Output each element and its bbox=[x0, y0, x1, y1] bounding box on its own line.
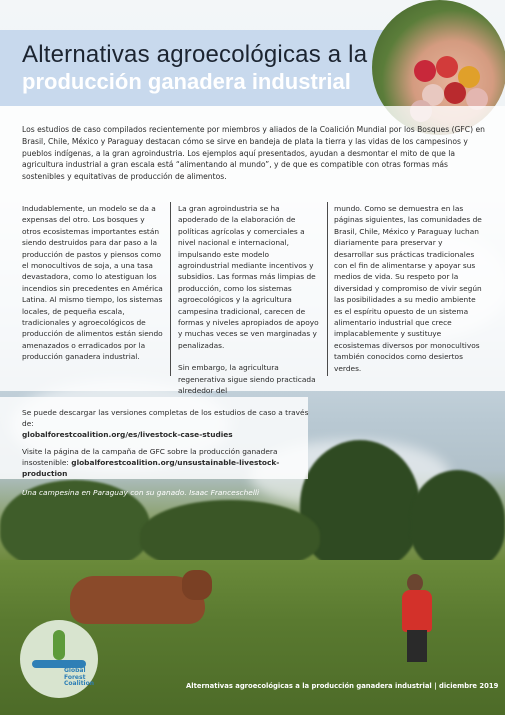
tree-icon bbox=[53, 630, 65, 660]
logo-text: Global Forest Coalition bbox=[64, 667, 95, 688]
campaign-text-2: insostenible: bbox=[22, 458, 72, 468]
column-2-text-1: La gran agroindustria se ha apoderado de la elaboración de políticas agrícolas y comerciales a nivel nacional e internacional, impulsando este modelo agroindustrial mediante incentivos y subsidios. Las formas más limpias de producción, como los sistemas agroecológicos y la agricultura campesina tradicional, carecen de formas y niveles apropiados de apoyo y muchas veces se ven marginadas y penalizadas. bbox=[178, 204, 319, 350]
column-divider bbox=[327, 202, 328, 376]
bean bbox=[414, 60, 436, 82]
column-3-text: mundo. Como se demuestra en las páginas siguientes, las comunidades de Brasil, Chile, México y Paraguay luchan diariamente para preservar y desarrollar sus prácticas tradicionales con el fin de alimentarse y apoyar sus medios de vida. Su respeto por la diversidad y compromiso de vivir según las posibilidades a su medio ambiente es el espíritu opuesto de un sistema alimentario industrial que crece implacablemente y sustituye ecosistemas diversos por monocultivos también conocidos como desiertos verdes. bbox=[334, 204, 482, 373]
column-2 bbox=[178, 203, 320, 408]
farmer-legs bbox=[407, 630, 427, 662]
campaign-note bbox=[22, 446, 312, 480]
page-subtitle: producción ganadera industrial bbox=[22, 69, 351, 94]
page-footer: Alternativas agroecológicas a la producción ganadera industrial | diciembre 2019 bbox=[186, 682, 499, 690]
tree bbox=[410, 470, 505, 570]
cow-head bbox=[182, 570, 212, 600]
column-divider bbox=[170, 202, 171, 376]
download-text: Se puede descargar las versiones completas de los estudios de caso a través de: bbox=[22, 408, 309, 429]
campaign-text: Visite la página de la campaña de GFC sobre la producción ganadera bbox=[22, 447, 278, 456]
gfc-logo bbox=[20, 620, 98, 698]
campaign-link[interactable]: globalforestcoalition.org/unsustainable-livestock-production bbox=[22, 458, 280, 479]
bean bbox=[444, 82, 466, 104]
case-studies-link[interactable]: globalforestcoalition.org/es/livestock-case-studies bbox=[22, 430, 233, 440]
download-note bbox=[22, 407, 312, 441]
page-title: Alternativas agroecológicas a la bbox=[22, 41, 368, 68]
column-1 bbox=[22, 203, 165, 374]
photo-caption: Una campesina en Paraguay con su ganado. Isaac Franceschelli bbox=[22, 488, 259, 497]
tree bbox=[300, 440, 420, 570]
bean bbox=[436, 56, 458, 78]
column-3 bbox=[334, 203, 484, 385]
column-2-text-2: Sin embargo, la agricultura regenerativa sigue siendo practicada alrededor del bbox=[178, 363, 316, 396]
intro-paragraph: Los estudios de caso compilados recientemente por miembros y aliados de la Coalición Mundial por los Bosques (GFC) en Brasil, Chile, México y Paraguay destacan cómo se sirve en bandeja de plata la tierra y las vidas de los campesinos y pueblos indígenas, a la gran agroindustria. Los ejemplos aquí presentados, ayudan a desmontar el mito de que la agricultura industrial a gran escala está “alimentando al mundo”, y de que es compatible con otras formas más sostenibles y equitativas de producción de alimentos. bbox=[22, 125, 485, 182]
column-1-text: Indudablemente, un modelo se da a expensas del otro. Los bosques y otros ecosistemas importantes están siendo destruidos para dar paso a la producción de pastos y piensos como el monocultivos de soja, a una tasa devastadora, como lo atestiguan los incendios sin precedentes en América Latina. Al mismo tiempo, los sistemas locales, de pequeña escala, tradicionales y agroecológicos de producción de alimentos están siendo amenazados o erradicados por la producción ganadera industrial. bbox=[22, 204, 163, 362]
farmer bbox=[402, 590, 432, 632]
